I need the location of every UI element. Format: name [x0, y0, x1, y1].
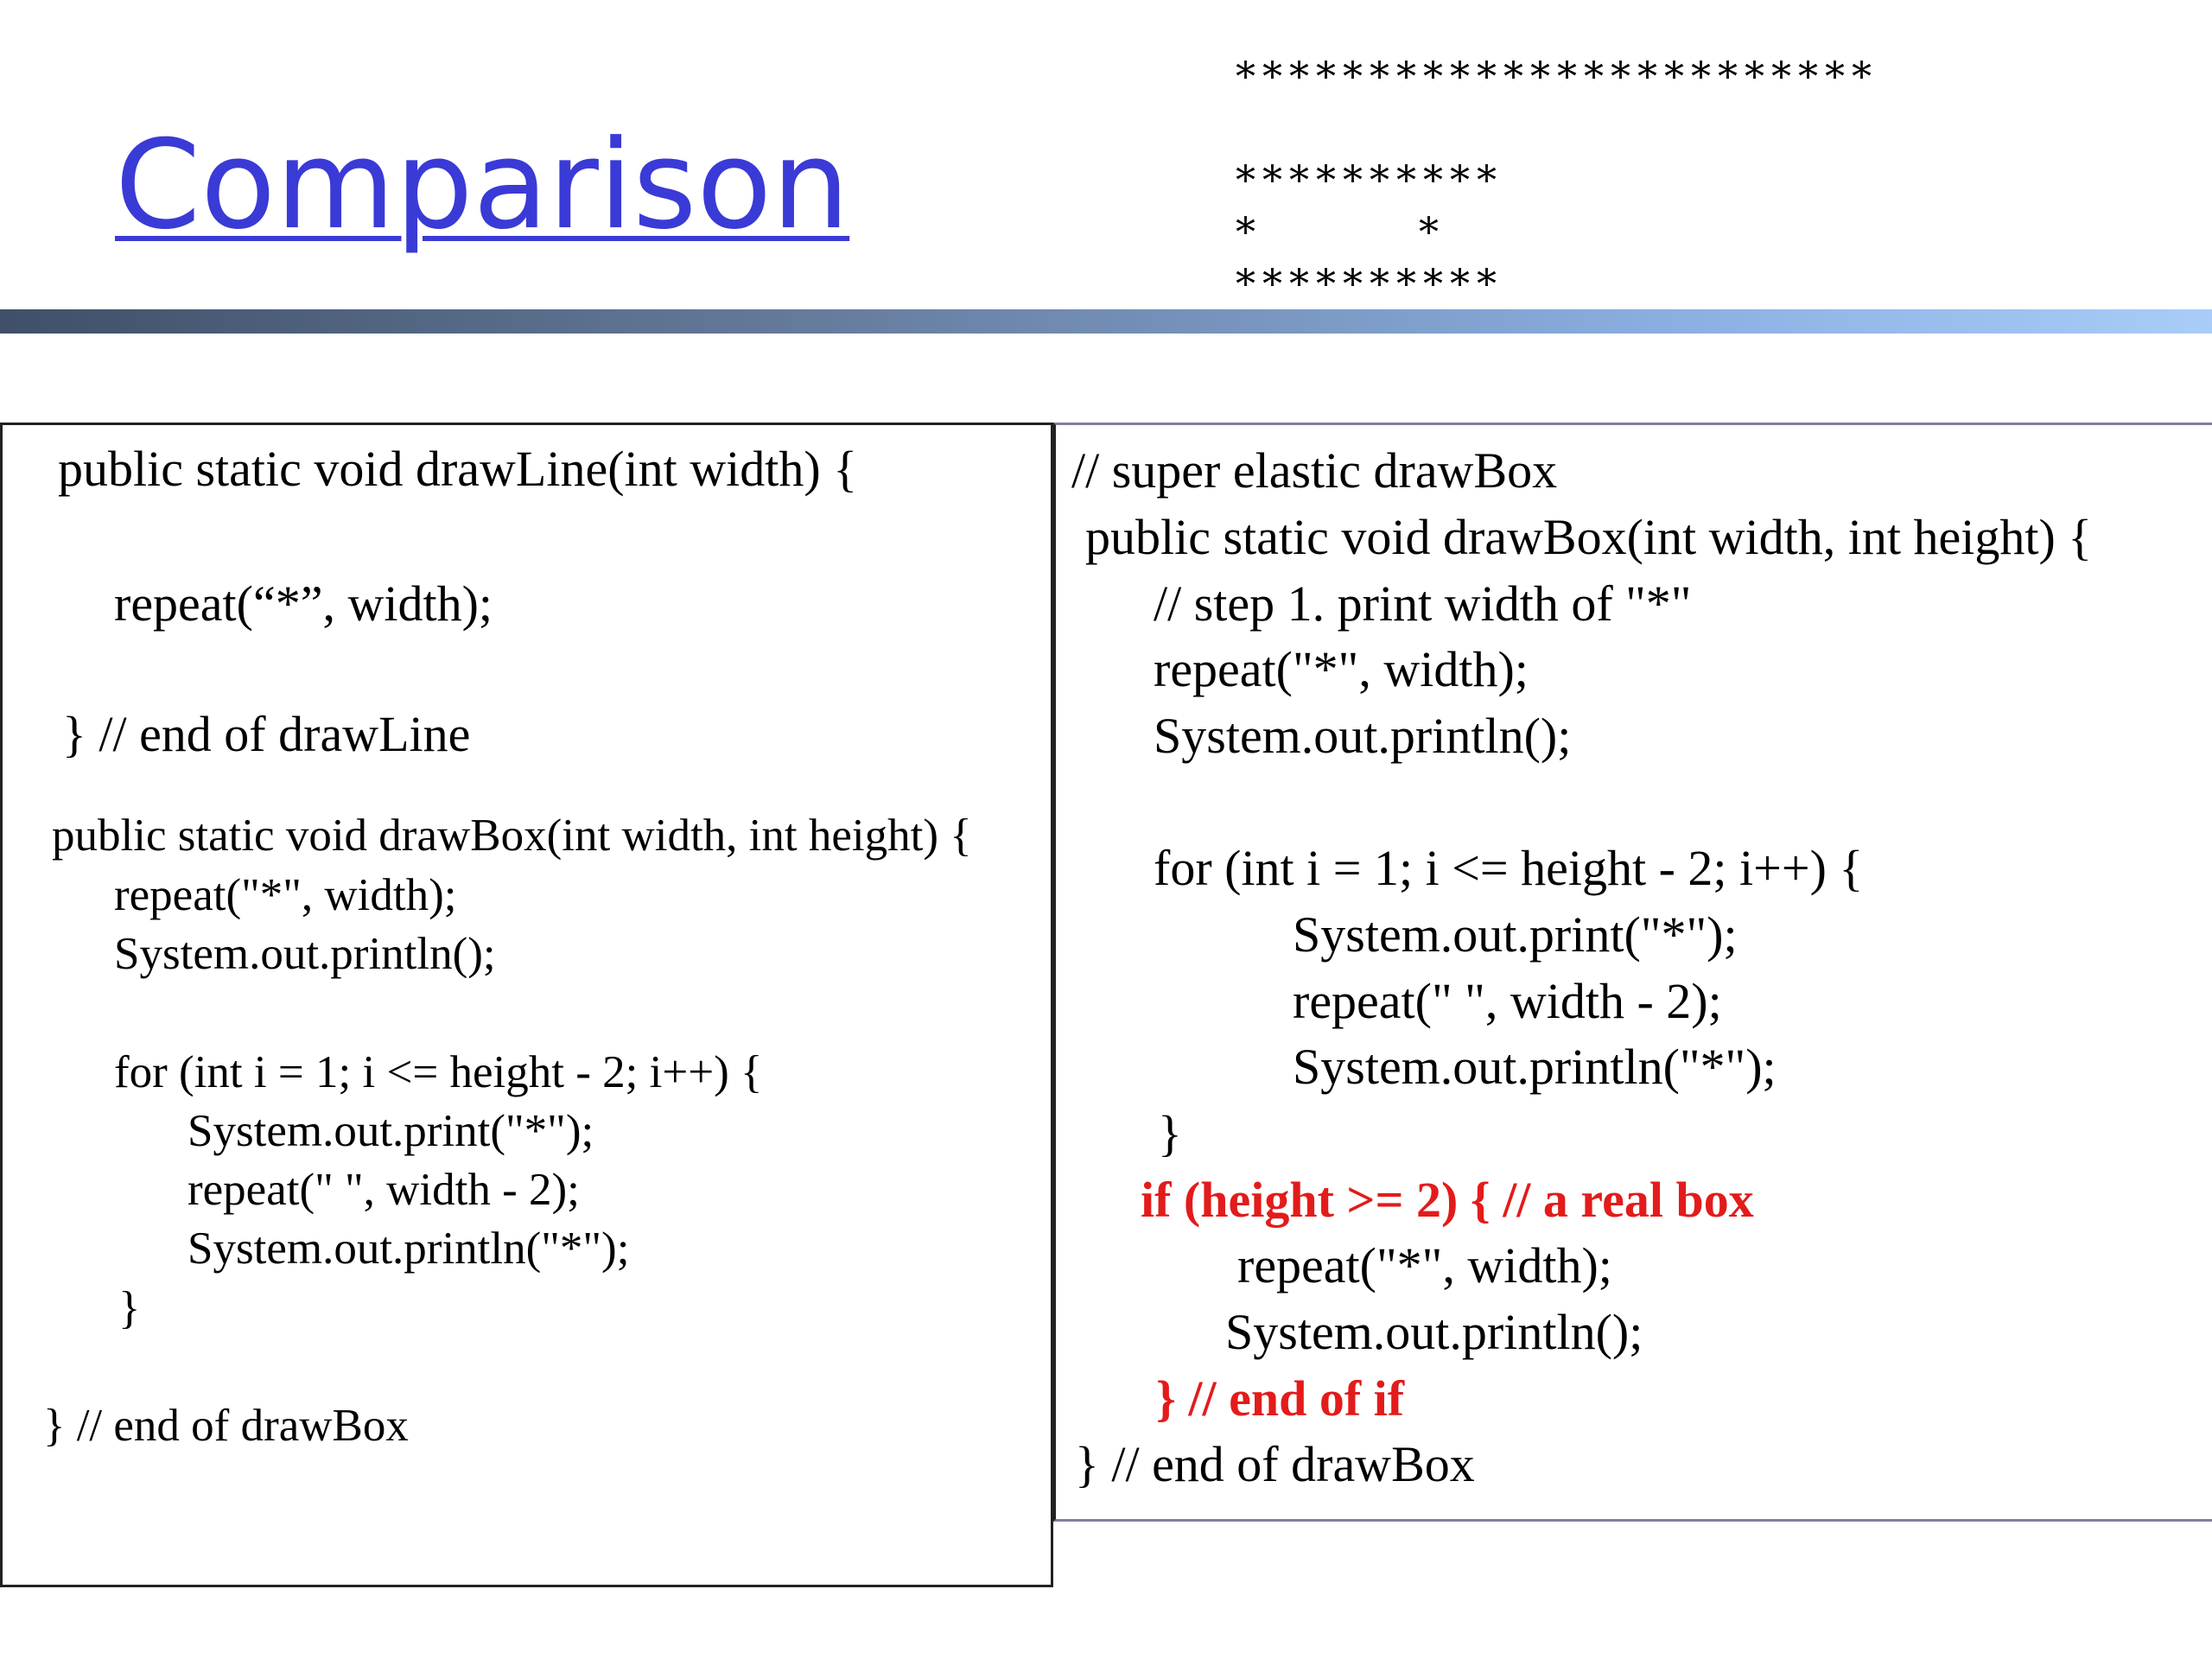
drawbox-end: } // end of drawBox — [43, 1401, 409, 1451]
drawbox-signature: public static void drawBox(int width, int height) { — [52, 810, 972, 861]
drawbox-println-top: System.out.println(); — [114, 929, 496, 979]
drawbox-repeat-top: repeat("*", width); — [114, 870, 457, 920]
drawline-output-sample: ************************ — [1236, 53, 1878, 99]
box-output-middle: * * — [1236, 208, 1446, 255]
slide-title: Comparison — [115, 114, 850, 257]
elastic-repeat-bottom: repeat("*", width); — [1237, 1237, 1612, 1294]
drawbox-println-star: System.out.println("*"); — [188, 1224, 630, 1274]
elastic-println-star: System.out.println("*"); — [1293, 1039, 1777, 1095]
drawbox-output-sample — [1236, 154, 1503, 309]
elastic-repeat-top: repeat("*", width); — [1154, 641, 1529, 697]
elastic-println-bottom: System.out.println(); — [1225, 1304, 1643, 1360]
elastic-drawbox-comment: // super elastic drawBox — [1071, 442, 1558, 499]
drawbox-repeat-space: repeat(" ", width - 2); — [188, 1165, 580, 1215]
elastic-close-loop: } — [1158, 1105, 1182, 1161]
drawline-end: } // end of drawLine — [62, 706, 471, 762]
elastic-if-close: } // end of if — [1156, 1370, 1405, 1427]
drawbox-close-loop: } — [118, 1283, 141, 1333]
elastic-drawbox-end: } // end of drawBox — [1075, 1436, 1475, 1492]
elastic-if-open: if (height >= 2) { // a real box — [1141, 1172, 1754, 1228]
elastic-print-star: System.out.print("*"); — [1293, 906, 1738, 963]
header-divider-bar — [0, 309, 2212, 334]
elastic-drawbox-signature: public static void drawBox(int width, int height) { — [1085, 509, 2093, 565]
drawline-signature: public static void drawLine(int width) { — [58, 441, 858, 497]
elastic-step1-comment: // step 1. print width of "*" — [1154, 575, 1692, 632]
box-output-bottom: ********** — [1236, 260, 1503, 307]
elastic-for-loop: for (int i = 1; i <= height - 2; i++) { — [1154, 840, 1864, 896]
drawline-repeat-call: repeat(“*”, width); — [114, 575, 493, 632]
box-output-top: ********** — [1236, 156, 1503, 203]
drawbox-for-loop: for (int i = 1; i <= height - 2; i++) { — [114, 1047, 763, 1097]
elastic-repeat-space: repeat(" ", width - 2); — [1293, 973, 1722, 1029]
drawbox-print-star: System.out.print("*"); — [188, 1106, 594, 1156]
elastic-println-top: System.out.println(); — [1154, 708, 1572, 764]
